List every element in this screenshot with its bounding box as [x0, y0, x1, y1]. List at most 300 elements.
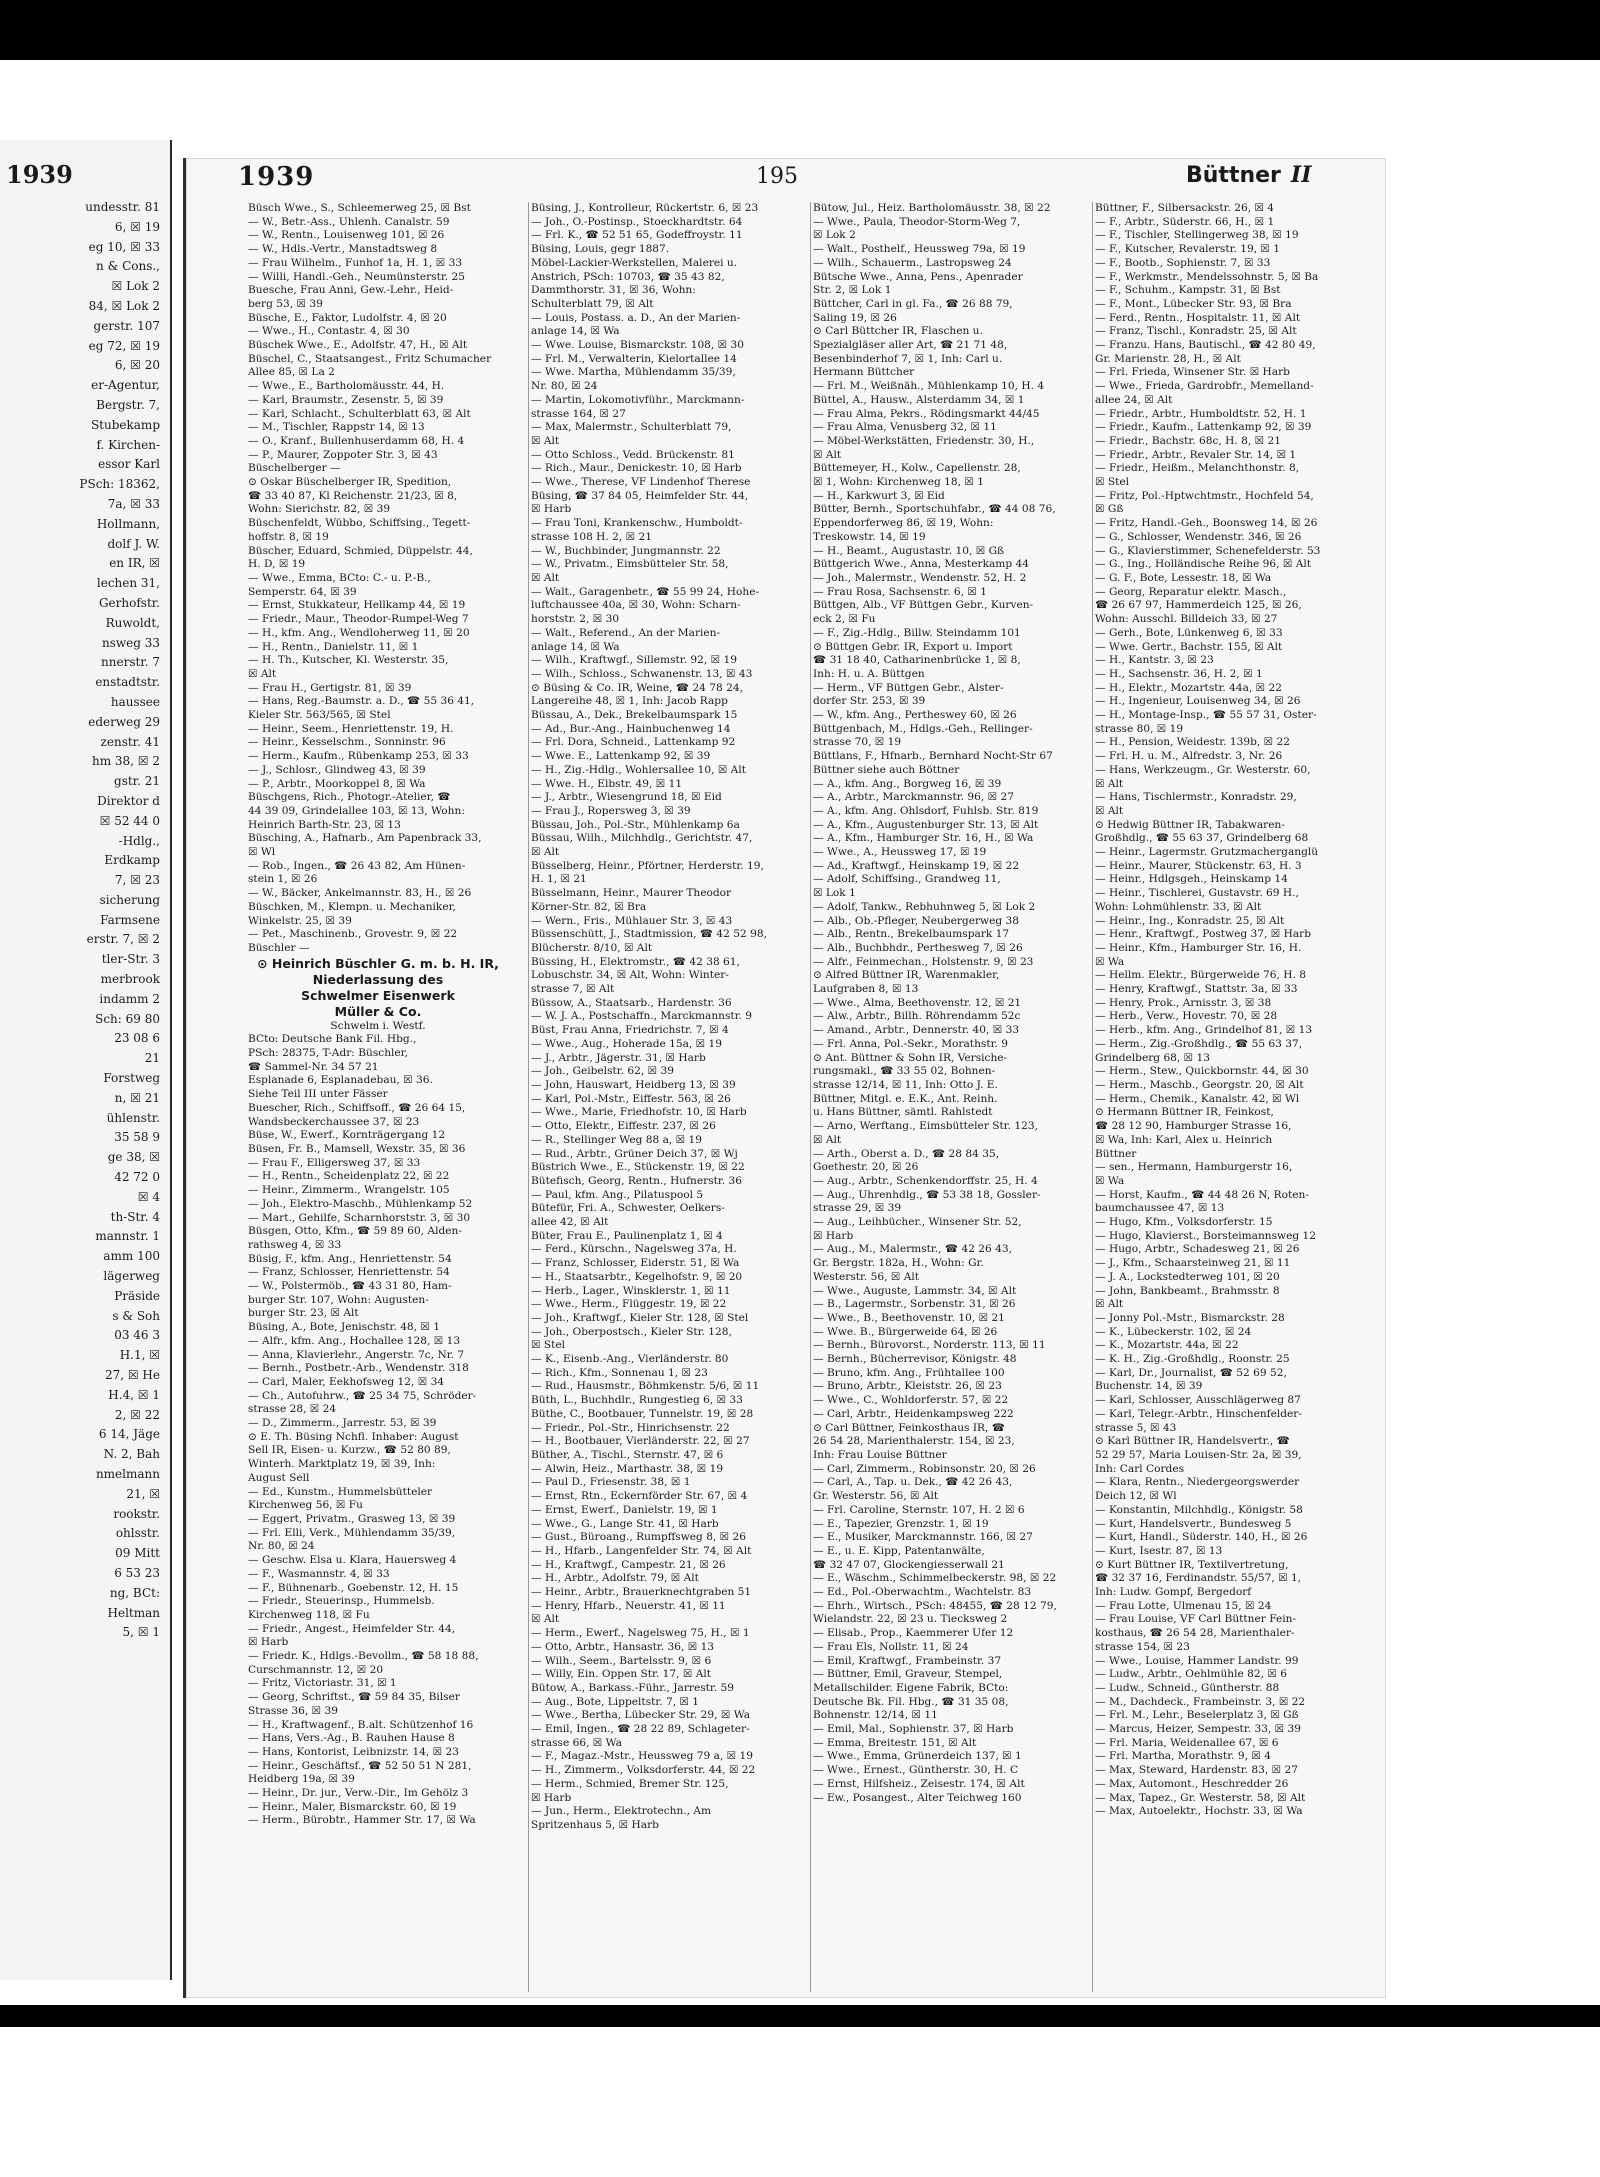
directory-entry: — Emil, Mal., Sophienstr. 37, ☒ Harb: [813, 1723, 1014, 1736]
directory-entry: — Heinr., Maler, Bismarckstr. 60, ☒ 19: [248, 1800, 457, 1813]
directory-entry: Büschenfeldt, Wübbo, Schiffsing., Tegett-: [248, 517, 471, 530]
directory-entry: — W., Buchbinder, Jungmannstr. 22: [531, 544, 721, 557]
scan-border-bottom: [0, 2005, 1600, 2027]
directory-entry: — Friedr., Heißm., Melanchthonstr. 8,: [1095, 462, 1300, 475]
previous-page-line: lägerweg: [103, 1269, 160, 1284]
page-header: [186, 158, 1386, 198]
directory-entry: Büsen, Fr. B., Mamsell, Wexstr. 35, ☒ 36: [248, 1143, 466, 1155]
directory-entry: Spezialgläser aller Art, ☎ 21 71 48,: [813, 339, 1008, 352]
directory-entry: Buescher, Rich., Schiffsoff., ☎ 26 64 15,: [248, 1101, 466, 1114]
directory-entry: — P., Arbtr., Moorkoppel 8, ☒ Wa: [248, 777, 426, 790]
directory-entry: — Karl, Telegr.-Arbtr., Hinschenfelder-: [1095, 1407, 1302, 1420]
directory-page: [183, 158, 1386, 1998]
directory-entry: — Hellm. Elektr., Bürgerweide 76, H. 8: [1095, 969, 1306, 982]
directory-entry: — Bernh., Bücherrevisor, Königstr. 48: [813, 1353, 1017, 1366]
directory-entry: — J., Arbtr., Jägerstr. 31, ☒ Harb: [531, 1051, 706, 1064]
previous-page-line: eg 72, ☒ 19: [88, 338, 160, 353]
previous-page-line: H.4, ☒ 1: [108, 1387, 160, 1402]
directory-entry: — Max, Automont., Heschredder 26: [1095, 1777, 1289, 1790]
directory-entry: — Aug., Arbtr., Schenkendorffstr. 25, H. 4: [813, 1174, 1038, 1187]
directory-entry: — H., Hfarb., Langenfelder Str. 74, ☒ Alt: [531, 1544, 752, 1557]
directory-entry: — E., u. E. Kipp, Patentanwälte,: [813, 1544, 985, 1557]
directory-entry: — Wwe. Gertr., Bachstr. 155, ☒ Alt: [1095, 640, 1283, 653]
scan-border-top: [0, 0, 1600, 60]
previous-page-line: 42 72 0: [114, 1170, 160, 1185]
directory-entry: — Wwe., Emma, Grünerdeich 137, ☒ 1: [813, 1750, 1022, 1763]
directory-entry: strasse 28, ☒ 24: [248, 1403, 337, 1416]
directory-entry: — H., Karkwurt 3, ☒ Eid: [813, 489, 945, 502]
directory-entry: ☒ Stel: [531, 1339, 566, 1352]
directory-column-4: [1092, 202, 1355, 1992]
directory-entry: — H., kfm. Ang., Wendloherweg 11, ☒ 20: [248, 626, 470, 639]
directory-entry: ☒ Stel: [1095, 476, 1130, 489]
directory-entry: — H., Pension, Weidestr. 139b, ☒ 22: [1095, 736, 1290, 749]
directory-entry: Büssing, H., Elektromstr., ☎ 42 38 61,: [531, 955, 740, 968]
previous-page-line: Gerhofstr.: [98, 595, 160, 610]
directory-entry: Allee 85, ☒ La 2: [248, 366, 335, 379]
directory-entry: ☎ Sammel-Nr. 34 57 21: [248, 1060, 379, 1073]
directory-entry: ☒ Alt: [248, 667, 277, 680]
directory-entry: Niederlassung des: [312, 971, 444, 987]
directory-entry: Esplanade 6, Esplanadebau, ☒ 36.: [248, 1074, 433, 1087]
directory-entry: — Mart., Gehilfe, Scharnhorststr. 3, ☒ 30: [248, 1211, 471, 1224]
directory-entry: — Franz, Tischl., Konradstr. 25, ☒ Alt: [1095, 325, 1297, 338]
directory-entry: — Frau Rosa, Sachsenstr. 6, ☒ 1: [813, 585, 987, 598]
previous-page-line: gstr. 21: [114, 774, 160, 789]
directory-entry: — Paul, kfm. Ang., Pilatuspool 5: [531, 1188, 704, 1201]
directory-entry: — Wwe., E., Bartholomäusstr. 44, H.: [248, 380, 445, 393]
previous-page-line: Präside: [114, 1288, 160, 1303]
directory-entry: — D., Zimmerm., Jarrestr. 53, ☒ 39: [248, 1417, 437, 1430]
directory-entry: Gr. Marienstr. 28, H., ☒ Alt: [1095, 352, 1241, 365]
directory-entry: Büttgerich Wwe., Anna, Mesterkamp 44: [813, 558, 1029, 571]
directory-entry: — Wwe., Therese, VF Lindenhof Therese: [531, 476, 751, 489]
directory-entry: — W., Hdls.-Vertr., Manstadtsweg 8: [248, 243, 438, 256]
directory-entry: ☒ Harb: [531, 1791, 572, 1804]
directory-entry: — F., Bootb., Sophienstr. 7, ☒ 33: [1095, 256, 1271, 269]
directory-entry: — Frau Alma, Pekrs., Rödingsmarkt 44/45: [813, 407, 1040, 420]
page-year: 1939: [238, 162, 315, 192]
directory-entry: Büsche, E., Faktor, Ludolfstr. 4, ☒ 20: [248, 311, 447, 324]
previous-page-line: 6, ☒ 19: [114, 219, 160, 234]
directory-entry: Büter, Frau E., Paulinenplatz 1, ☒ 4: [531, 1229, 723, 1242]
directory-entry: ⊙ Alfred Büttner IR, Warenmakler,: [813, 969, 1000, 982]
directory-entry: — Herb., kfm. Ang., Grindelhof 81, ☒ 13: [1095, 1024, 1313, 1037]
directory-entry: H. D, ☒ 19: [248, 558, 306, 571]
directory-entry: — Wwe., Herm., Flüggestr. 19, ☒ 22: [531, 1298, 727, 1311]
directory-entry: Bütter, Bernh., Sportschuhfabr., ☎ 44 08 76,: [813, 503, 1056, 516]
running-head: [1186, 162, 1312, 188]
directory-entry: strasse 12/14, ☒ 11, Inh: Otto J. E.: [813, 1079, 998, 1091]
previous-page-line: 84, ☒ Lok 2: [88, 298, 160, 313]
directory-entry: — Konstantin, Milchhdlg., Königstr. 58: [1095, 1503, 1303, 1516]
directory-entry: Deich 12, ☒ Wl: [1095, 1490, 1177, 1503]
directory-entry: — Klara, Rentn., Niedergeorgswerder: [1095, 1476, 1300, 1489]
directory-entry: Büsgen, Otto, Kfm., ☎ 59 89 60, Alden-: [248, 1225, 462, 1238]
directory-entry: Buchenstr. 14, ☒ 39: [1095, 1380, 1203, 1393]
directory-entry: ☎ 28 12 90, Hamburger Strasse 16,: [1095, 1120, 1292, 1133]
directory-entry: ☒ Wa: [1095, 1174, 1125, 1187]
directory-entry: — Joh., Malermstr., Wendenstr. 52, H. 2: [813, 571, 1027, 584]
directory-entry: ☎ 32 47 07, Glockengiesserwall 21: [813, 1558, 1005, 1571]
directory-entry: — Ernst, Stukkateur, Hellkamp 44, ☒ 19: [248, 599, 466, 612]
directory-entry: — W., Polstermöb., ☎ 43 31 80, Ham-: [248, 1280, 452, 1293]
directory-entry: Büsselberg, Heinr., Pförtner, Herderstr. 19,: [531, 859, 764, 872]
directory-entry: Siehe Teil III unter Fässer: [248, 1088, 388, 1101]
directory-entry: — Wwe., Ernest., Güntherstr. 30, H. C: [813, 1764, 1019, 1777]
directory-entry: — H., Ingenieur, Louisenweg 34, ☒ 26: [1095, 695, 1301, 708]
directory-entry: Büssenschütt, J., Stadtmission, ☎ 42 52 98,: [531, 928, 767, 941]
directory-entry: — Walt., Garagenbetr., ☎ 55 99 24, Hohe-: [531, 585, 760, 598]
directory-entry: — Kurt, Handelsvertr., Bundesweg 5: [1095, 1517, 1292, 1530]
directory-entry: — Otto, Elektr., Eiffestr. 237, ☒ 26: [531, 1120, 716, 1133]
directory-entry: — Alb., Rentn., Brekelbaumspark 17: [813, 928, 1010, 941]
directory-entry: — Rob., Ingen., ☎ 26 43 82, Am Hünen-: [248, 859, 466, 872]
previous-page-line: hm 38, ☒ 2: [91, 754, 160, 769]
previous-page-line: nnerstr. 7: [101, 655, 160, 670]
directory-entry: ☒ Wa: [1095, 955, 1125, 968]
directory-entry: — Herm., Stew., Quickbornstr. 44, ☒ 30: [1095, 1065, 1309, 1078]
directory-entry: — H., Bootbauer, Vierländerstr. 22, ☒ 27: [531, 1435, 750, 1448]
directory-entry: Kirchenweg 118, ☒ Fu: [248, 1608, 370, 1621]
directory-entry: — Frl. M., Weißnäh., Mühlenkamp 10, H. 4: [813, 380, 1045, 393]
directory-entry: Semperstr. 64, ☒ 39: [248, 585, 357, 598]
directory-entry: — A., Kfm., Augustenburger Str. 13, ☒ Alt: [813, 818, 1039, 831]
directory-entry: Schwelmer Eisenwerk: [301, 987, 455, 1003]
directory-entry: — W., Betr.-Ass., Uhlenh. Canalstr. 59: [248, 215, 450, 228]
directory-entry: — Walt., Posthelf., Heussweg 79a, ☒ 19: [813, 243, 1026, 256]
directory-entry: Büse, W., Ewerf., Kornträgergang 12: [248, 1129, 446, 1142]
directory-entry: Büttlans, F., Hfnarb., Bernhard Nocht-Str 67: [813, 750, 1053, 763]
directory-entry: — Wwe., A., Heussweg 17, ☒ 19: [813, 846, 987, 859]
directory-entry: — Alb., Buchbhdr., Perthesweg 7, ☒ 26: [813, 941, 1023, 954]
directory-entry: — Ad., Bur.-Ang., Hainbuchenweg 14: [531, 722, 731, 735]
directory-entry: Körner-Str. 82, ☒ Bra: [531, 900, 647, 913]
directory-entry: stein 1, ☒ 26: [248, 873, 318, 886]
directory-entry: — G., Ing., Holländische Reihe 96, ☒ Alt: [1095, 558, 1312, 571]
directory-entry: — W., Rentn., Louisenweg 101, ☒ 26: [248, 229, 445, 242]
directory-entry: — Heinr., Tischlerei, Gustavstr. 69 H.,: [1095, 887, 1299, 900]
previous-page-line: merbrook: [100, 972, 160, 987]
directory-entry: — Herm., Schmied, Bremer Str. 125,: [531, 1777, 729, 1790]
directory-entry: anlage 14, ☒ Wa: [531, 325, 620, 338]
directory-entry: — Max, Malermstr., Schulterblatt 79,: [531, 421, 732, 434]
directory-entry: — Georg, Schriftst., ☎ 59 84 35, Bilser: [248, 1691, 460, 1704]
directory-entry: — H., Kraftwgf., Campestr. 21, ☒ 26: [531, 1558, 726, 1571]
previous-page-line: -Hdlg.,: [118, 833, 160, 848]
directory-entry: — Frl. H. u. M., Alfredstr. 3, Nr. 26: [1095, 750, 1283, 763]
directory-entry: Büsing, Louis, gegr 1887.: [531, 243, 670, 256]
directory-entry: — John, Bankbeamt., Brahmsstr. 8: [1095, 1284, 1280, 1297]
directory-entry: — Hugo, Klavierst., Borsteimannsweg 12: [1095, 1229, 1317, 1242]
directory-entry: — Herb., Lager., Winsklerstr. 1, ☒ 11: [531, 1284, 731, 1297]
previous-page-line: lechen 31,: [96, 576, 160, 591]
directory-entry: — Joh., Elektro-Maschb., Mühlenkamp 52: [248, 1197, 473, 1210]
previous-page-line: dolf J. W.: [107, 536, 160, 551]
directory-entry: — Georg, Reparatur elektr. Masch.,: [1095, 585, 1287, 598]
directory-entry: Str. 2, ☒ Lok 1: [813, 284, 892, 297]
directory-entry: — Ludw., Schneid., Güntherstr. 88: [1095, 1681, 1280, 1694]
directory-entry: — Hans, Tischlermstr., Konradstr. 29,: [1095, 791, 1297, 804]
directory-entry: — G., Schlosser, Wendenstr. 346, ☒ 26: [1095, 530, 1302, 543]
previous-page-line: gerstr. 107: [93, 318, 160, 333]
directory-entry: — Wilh., Kraftwgf., Sillemstr. 92, ☒ 19: [531, 654, 737, 667]
previous-page-line: Erdkamp: [104, 853, 160, 868]
directory-entry: ☒ Alt: [531, 846, 560, 859]
previous-page-lines: [0, 198, 164, 1643]
previous-page-line: s & Soh: [112, 1308, 160, 1323]
previous-page-line: 09 Mitt: [115, 1546, 160, 1561]
directory-entry: eck 2, ☒ Fu: [813, 613, 876, 626]
directory-entry: — Carl, Zimmerm., Robinsonstr. 20, ☒ 26: [813, 1462, 1036, 1475]
directory-entry: — Franzu. Hans, Bautischl., ☎ 42 80 49,: [1095, 339, 1316, 352]
directory-entry: strasse 108 H. 2, ☒ 21: [531, 530, 652, 543]
directory-entry: — Horst, Kaufm., ☎ 44 48 26 N, Roten-: [1095, 1188, 1309, 1201]
directory-entry: Winkelstr. 25, ☒ 39: [248, 914, 352, 927]
directory-entry: — Alfr., Feinmechan., Holstenstr. 9, ☒ 23: [813, 955, 1034, 968]
directory-entry: Westerstr. 56, ☒ Alt: [813, 1270, 920, 1283]
directory-entry: H. 1, ☒ 21: [531, 873, 587, 886]
directory-entry: — Herm., Kaufm., Rübenkamp 253, ☒ 33: [248, 750, 469, 763]
directory-entry: — Ernst, Hilfsheiz., Zeisestr. 174, ☒ Alt: [813, 1777, 1025, 1790]
directory-entry: Büssau, Wilh., Milchhdlg., Gerichtstr. 47,: [531, 832, 753, 845]
directory-entry: — Wwe., Auguste, Lammstr. 34, ☒ Alt: [813, 1284, 1017, 1297]
directory-entry: — A., kfm. Ang., Borgweg 16, ☒ 39: [813, 777, 1002, 790]
directory-entry: — Frl. M., Verwalterin, Kielortallee 14: [531, 352, 737, 365]
directory-entry: — Bruno, Arbtr., Kleiststr. 26, ☒ 23: [813, 1380, 1002, 1393]
directory-entry: — Bruno, kfm. Ang., Frühtallee 100: [813, 1366, 1005, 1379]
directory-entry: — Paul D., Friesenstr. 38, ☒ 1: [531, 1476, 691, 1489]
directory-entry: — H., Kantstr. 3, ☒ 23: [1095, 654, 1214, 667]
directory-entry: — Wwe., B., Beethovenstr. 10, ☒ 21: [813, 1311, 1005, 1324]
directory-entry: — Elisab., Prop., Kaemmerer Ufer 12: [813, 1627, 1014, 1640]
previous-page-line: 2, ☒ 22: [114, 1407, 160, 1422]
directory-entry: — Carl, Maler, Eekhofsweg 12, ☒ 34: [248, 1375, 445, 1388]
directory-entry: — Carl, Arbtr., Heidenkampsweg 222: [813, 1407, 1014, 1420]
directory-entry: — Otto Schloss., Vedd. Brückenstr. 81: [531, 448, 735, 461]
directory-entry: — Friedr., Angest., Heimfelder Str. 44,: [248, 1622, 456, 1635]
directory-entry: ⊙ Büttgen Gebr. IR, Export u. Import: [813, 640, 1013, 653]
directory-entry: — Max, Autoelektr., Hochstr. 33, ☒ Wa: [1095, 1805, 1303, 1818]
directory-entry: — sen., Hermann, Hamburgerstr 16,: [1095, 1161, 1293, 1174]
directory-entry: Goethestr. 20, ☒ 26: [813, 1161, 919, 1174]
previous-page-line: 6, ☒ 20: [114, 358, 160, 373]
directory-entry: Büttel, A., Hausw., Alsterdamm 34, ☒ 1: [813, 393, 1025, 406]
directory-entry: ☒ Wa, Inh: Karl, Alex u. Heinrich: [1095, 1133, 1273, 1146]
directory-entry: — Wwe. Martha, Mühlendamm 35/39,: [531, 366, 736, 379]
previous-page-line: er-Agentur,: [91, 378, 160, 393]
previous-page-line: 27, ☒ He: [104, 1368, 160, 1383]
directory-entry: — K. H., Zig.-Großhdlg., Roonstr. 25: [1095, 1353, 1290, 1366]
previous-page-line: 21, ☒: [126, 1486, 160, 1501]
directory-entry: ☒ Alt: [1095, 777, 1124, 790]
directory-entry: — Hugo, Kfm., Volksdorferstr. 15: [1095, 1216, 1273, 1229]
directory-entry: Wohn: Sierichstr. 82, ☒ 39: [248, 503, 391, 516]
previous-page-line: ☒ Lok 2: [111, 279, 160, 294]
directory-entry: Bohnenstr. 12/14, ☒ 11: [813, 1709, 938, 1722]
directory-entry: — H., Elektr., Mozartstr. 44a, ☒ 22: [1095, 681, 1283, 694]
directory-entry: — H., Arbtr., Adolfstr. 79, ☒ Alt: [531, 1572, 699, 1585]
previous-page-line: en IR, ☒: [109, 556, 160, 571]
directory-entry: — Frl. Caroline, Sternstr. 107, H. 2 ☒ 6: [813, 1503, 1025, 1516]
previous-page-line: Farmsene: [100, 912, 160, 927]
directory-entry: — Ehrh., Wirtsch., PSch: 48455, ☎ 28 12 79,: [813, 1599, 1057, 1612]
directory-entry: — Frau J., Ropersweg 3, ☒ 39: [531, 804, 691, 817]
directory-entry: — Gerh., Bote, Lünkenweg 6, ☒ 33: [1095, 626, 1283, 639]
directory-entry: Heinrich Barth-Str. 23, ☒ 13: [248, 818, 401, 831]
directory-entry: — Jun., Herm., Elektrotechn., Am: [531, 1805, 712, 1818]
directory-entry: — J., Schlosr., Glindweg 43, ☒ 39: [248, 763, 426, 776]
directory-entry: ⊙ E. Th. Büsing Nchfl. Inhaber: August: [248, 1430, 459, 1443]
directory-entry: — Wwe., H., Contastr. 4, ☒ 30: [248, 325, 410, 338]
directory-entry: Heidberg 19a, ☒ 39: [248, 1773, 355, 1786]
directory-entry: — Aug., Leihbücher., Winsener Str. 52,: [813, 1216, 1022, 1229]
directory-entry: u. Hans Büttner, sämtl. Rahlstedt: [813, 1106, 993, 1119]
previous-page-line: 7, ☒ 23: [114, 873, 160, 888]
directory-entry: ☒ Gß: [1095, 503, 1124, 516]
directory-entry: — Frl. Anna, Pol.-Sekr., Morathstr. 9: [813, 1037, 1008, 1050]
directory-entry: — Fritz, Pol.-Hptwchtmstr., Hochfeld 54,: [1095, 489, 1314, 502]
directory-entry: — J., Kfm., Schaarsteinweg 21, ☒ 11: [1095, 1257, 1291, 1270]
previous-page-line: rookstr.: [113, 1506, 160, 1521]
directory-entry: — Karl, Pol.-Mstr., Eiffestr. 563, ☒ 26: [531, 1092, 731, 1105]
directory-entry: — Friedr., Steuerinsp., Hummelsb.: [248, 1595, 435, 1608]
directory-entry: — Frl. M., Lehr., Beselerplatz 3, ☒ Gß: [1095, 1709, 1299, 1722]
directory-entry: — Max, Tapez., Gr. Westerstr. 58, ☒ Alt: [1095, 1791, 1306, 1804]
directory-entry: — Alw., Arbtr., Billh. Röhrendamm 52c: [813, 1010, 1021, 1023]
previous-page-line: 21: [144, 1051, 160, 1066]
directory-entry: berg 53, ☒ 39: [248, 297, 323, 310]
directory-entry: — F., Magaz.-Mstr., Heussweg 79 a, ☒ 19: [531, 1750, 754, 1763]
directory-entry: — Rich., Maur., Denickestr. 10, ☒ Harb: [531, 462, 742, 475]
previous-page-line: Direktor d: [97, 793, 160, 808]
directory-entry: — J. A., Lockstedterweg 101, ☒ 20: [1095, 1270, 1280, 1283]
directory-entry: Büssau, A., Dek., Brekelbaumspark 15: [531, 709, 738, 722]
previous-page-line: N. 2, Bah: [103, 1447, 160, 1462]
previous-page-line: erstr. 7, ☒ 2: [86, 932, 160, 947]
directory-entry: — Wwe., C., Wohldorferstr. 57, ☒ 22: [813, 1394, 1009, 1407]
directory-entry: Wohn: Ausschl. Billdeich 33, ☒ 27: [1095, 613, 1278, 626]
directory-entry: — Ch., Autofuhrw., ☎ 25 34 75, Schröder-: [248, 1389, 477, 1402]
directory-entry: hoffstr. 8, ☒ 19: [248, 530, 329, 543]
directory-entry: — Wwe., Louise, Hammer Landstr. 99: [1095, 1654, 1299, 1667]
directory-entry: ☎ 31 18 40, Catharinenbrücke 1, ☒ 8,: [813, 654, 1021, 667]
directory-entry: Büschken, M., Klempn. u. Mechaniker,: [248, 900, 456, 913]
directory-entry: — Heinr., Lagermstr. Grutzmacherganglü: [1095, 846, 1319, 859]
directory-entry: — F., Mont., Lübecker Str. 93, ☒ Bra: [1095, 297, 1292, 310]
directory-entry: ☒ Alt: [531, 1613, 560, 1626]
directory-entry: — Wwe. B., Bürgerweide 64, ☒ 26: [813, 1325, 998, 1338]
previous-page-line: 23 08 6: [114, 1031, 160, 1046]
directory-entry: ☒ Harb: [248, 1636, 289, 1649]
directory-entry: dorfer Str. 253, ☒ 39: [813, 695, 926, 708]
directory-entry: — Ludw., Arbtr., Oehlmühle 82, ☒ 6: [1095, 1668, 1287, 1681]
directory-entry: — Heinr., Kfm., Hamburger Str. 16, H.: [1095, 941, 1302, 954]
directory-entry: — Karl, Braumstr., Zesenstr. 5, ☒ 39: [248, 393, 444, 406]
directory-entry: — Hans, Kontorist, Leibnizstr. 14, ☒ 23: [248, 1745, 460, 1758]
directory-entry: Metallschilder. Eigene Fabrik, BCto:: [813, 1681, 1009, 1694]
directory-entry: ☎ 26 67 97, Hammerdeich 125, ☒ 26,: [1095, 599, 1302, 612]
directory-entry: — K., Eisenb.-Ang., Vierländerstr. 80: [531, 1353, 729, 1366]
directory-entry: — Wwe., G., Lange Str. 41, ☒ Harb: [531, 1517, 719, 1530]
directory-entry: — Aug., Bote, Lippeltstr. 7, ☒ 1: [531, 1695, 700, 1708]
directory-entry: August Sell: [248, 1471, 310, 1484]
directory-entry: — Frl. Elli, Verk., Mühlendamm 35/39,: [248, 1526, 456, 1539]
directory-entry: — Amand., Arbtr., Dennerstr. 40, ☒ 33: [813, 1024, 1020, 1037]
directory-entry: Grindelberg 68, ☒ 13: [1095, 1051, 1211, 1064]
directory-entry: — Arno, Werftang., Eimsbütteler Str. 123,: [813, 1120, 1038, 1133]
directory-entry: — Herm., Bürobtr., Hammer Str. 17, ☒ Wa: [248, 1814, 476, 1827]
previous-page-line: 6 14, Jäge: [98, 1427, 160, 1442]
directory-entry: strasse 164, ☒ 27: [531, 407, 626, 420]
directory-entry: Buesche, Frau Anni, Gew.-Lehr., Heid-: [248, 284, 454, 297]
directory-entry: luftchaussee 40a, ☒ 30, Wohn: Scharn-: [531, 599, 741, 612]
directory-entry: — Friedr., Maur., Theodor-Rumpel-Weg 7: [248, 613, 469, 626]
directory-entry: — E., Wäschm., Schimmelbeckerstr. 98, ☒ 22: [813, 1572, 1057, 1585]
directory-entry: Büth, L., Buchhdlr., Rungestieg 6, ☒ 33: [531, 1394, 743, 1407]
previous-page-line: enstadtstr.: [95, 675, 160, 690]
directory-entry: — Frau F., Elligersweg 37, ☒ 33: [248, 1156, 421, 1169]
directory-entry: — Wwe., Aug., Hoherade 15a, ☒ 19: [531, 1037, 723, 1050]
directory-entry: Müller & Co.: [334, 1003, 422, 1019]
directory-entry: strasse 70, ☒ 19: [813, 736, 902, 749]
directory-entry: — Hans, Reg.-Baumstr. a. D., ☎ 55 36 41,: [248, 695, 475, 708]
directory-entry: — F., Schuhm., Kampstr. 31, ☒ Bst: [1095, 284, 1281, 297]
directory-entry: — Wwe., Alma, Beethovenstr. 12, ☒ 21: [813, 996, 1022, 1009]
directory-entry: — Heinr., Zimmerm., Wrangelstr. 105: [248, 1184, 450, 1197]
directory-entry: — Kurt, Handl., Süderstr. 140, H., ☒ 26: [1095, 1531, 1308, 1544]
directory-entry: — Emma, Breitestr. 151, ☒ Alt: [813, 1736, 977, 1749]
directory-entry: ☒ Harb: [813, 1229, 854, 1242]
directory-entry: Inh: H. u. A. Büttgen: [813, 667, 925, 680]
directory-entry: Büssau, Joh., Pol.-Str., Mühlenkamp 6a: [531, 818, 740, 831]
previous-page-line: nmelmann: [95, 1467, 160, 1481]
directory-entry: — H., Rentn., Scheidenplatz 22, ☒ 22: [248, 1170, 450, 1183]
directory-entry: burger Str. 107, Wohn: Augusten-: [248, 1293, 429, 1306]
directory-entry: — Henr., Kraftwgf., Postweg 37, ☒ Harb: [1095, 928, 1311, 941]
directory-entry: — H., Beamt., Augustastr. 10, ☒ Gß: [813, 544, 1005, 557]
directory-entry: ☒ Lok 1: [813, 887, 856, 900]
previous-page-line: indamm 2: [99, 991, 160, 1006]
directory-entry: — M., Dachdeck., Frambeinstr. 3, ☒ 22: [1095, 1695, 1306, 1708]
directory-entry: — Heinr., Geschäftsf., ☎ 52 50 51 N 281,: [248, 1759, 472, 1772]
previous-page-line: ohlsstr.: [115, 1526, 160, 1541]
directory-entry: — H., Kraftwagenf., B.alt. Schützenhof 16: [248, 1718, 474, 1731]
directory-entry: strasse 80, ☒ 19: [1095, 722, 1184, 735]
directory-entry: Büsselmann, Heinr., Maurer Theodor: [531, 887, 732, 900]
directory-entry: — Karl, Dr., Journalist, ☎ 52 69 52,: [1095, 1366, 1287, 1379]
directory-entry: Möbel-Lackier-Werkstellen, Malerei u.: [531, 256, 738, 269]
directory-entry: — Frl. Maria, Weidenallee 67, ☒ 6: [1095, 1736, 1279, 1749]
directory-entry: ☒ 1, Wohn: Kirchenweg 18, ☒ 1: [813, 476, 984, 489]
page-number: 195: [756, 164, 798, 189]
directory-entry: — Herm., VF Büttgen Gebr., Alster-: [813, 681, 1004, 694]
previous-page-line: PSch: 18362,: [79, 477, 160, 492]
directory-entry: ☎ 32 37 16, Ferdinandstr. 55/57, ☒ 1,: [1095, 1572, 1302, 1585]
directory-entry: Bütow, Jul., Heiz. Bartholomäusstr. 38, ☒ 22: [813, 202, 1051, 214]
directory-entry: Sell IR, Eisen- u. Kurzw., ☎ 52 80 89,: [248, 1444, 451, 1457]
directory-entry: — F., Werkmstr., Mendelssohnstr. 5, ☒ Ba: [1095, 270, 1319, 283]
previous-page-line: 03 46 3: [114, 1328, 160, 1343]
directory-entry: 52 29 57, Maria Louisen-Str. 2a, ☒ 39,: [1095, 1448, 1302, 1461]
directory-entry: strasse 66, ☒ Wa: [531, 1736, 622, 1749]
directory-entry: — Aug., M., Malermstr., ☎ 42 26 43,: [813, 1243, 1012, 1256]
directory-entry: — Aug., Uhrenhdlg., ☎ 53 38 18, Gossler-: [813, 1188, 1041, 1201]
directory-entry: — Marcus, Heizer, Sempestr. 33, ☒ 39: [1095, 1723, 1302, 1736]
directory-entry: Wandsbeckerchaussee 37, ☒ 23: [248, 1115, 420, 1128]
directory-entry: Strasse 36, ☒ 39: [248, 1704, 338, 1717]
directory-entry: Büschek Wwe., E., Adolfstr. 47, H., ☒ Alt: [248, 339, 468, 352]
